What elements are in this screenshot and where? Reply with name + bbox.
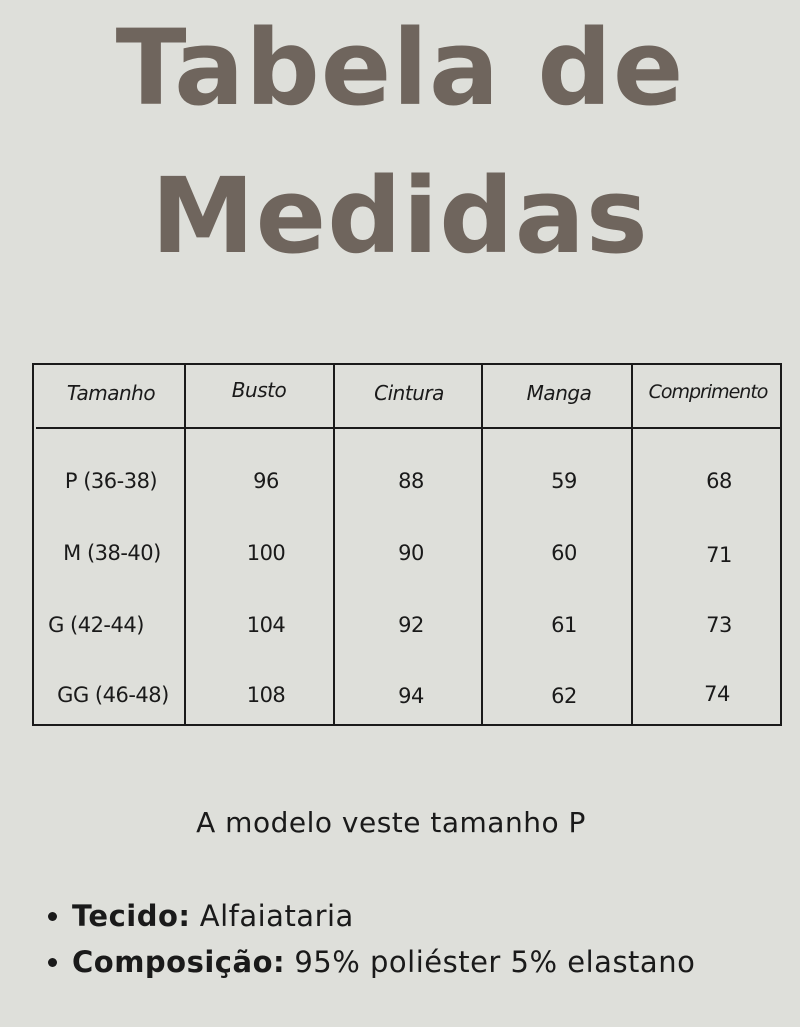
page-title-line-2: Medidas [151, 155, 649, 277]
table-cell: 62 [551, 684, 577, 708]
bullet-dot-icon [48, 958, 57, 967]
table-column-divider [333, 363, 335, 726]
table-cell: 90 [398, 541, 424, 565]
table-cell: 68 [706, 469, 732, 493]
product-specs-list [48, 893, 788, 985]
table-border-left [32, 363, 34, 726]
spec-label: Composição: [72, 945, 286, 979]
table-border-top [32, 363, 782, 365]
list-item [48, 893, 788, 939]
table-cell: 88 [398, 469, 424, 493]
page-title-line-1: Tabela de [115, 7, 685, 129]
table-cell: 92 [398, 613, 424, 637]
table-header-cell: Comprimento [648, 381, 768, 403]
table-cell: 61 [551, 613, 577, 637]
table-cell: 60 [551, 541, 577, 565]
model-size-note: A modelo veste tamanho P [196, 806, 586, 839]
table-cell: 94 [398, 684, 424, 708]
table-cell: 108 [246, 683, 286, 707]
table-cell: 73 [706, 613, 732, 637]
table-cell-size: G (42-44) [48, 613, 144, 637]
spec-value: Alfaiataria [199, 899, 354, 933]
table-cell-size: P (36-38) [64, 469, 158, 493]
spec-value: 95% poliéster 5% elastano [294, 945, 696, 979]
table-header-divider [36, 427, 782, 429]
table-column-divider [184, 363, 186, 726]
bullet-dot-icon [48, 912, 57, 921]
table-cell: 74 [704, 682, 730, 706]
table-cell: 100 [246, 541, 286, 565]
table-cell-size: M (38-40) [63, 541, 161, 565]
table-border-bottom [32, 724, 782, 726]
list-item [48, 939, 788, 985]
table-header-cell: Busto [231, 378, 287, 402]
table-border-right [780, 363, 782, 726]
table-column-divider [631, 363, 633, 726]
table-cell: 59 [551, 469, 577, 493]
size-table [32, 363, 782, 726]
table-cell-size: GG (46-48) [57, 683, 169, 707]
table-column-divider [481, 363, 483, 726]
table-header-cell: Manga [526, 381, 592, 405]
table-cell: 104 [246, 613, 286, 637]
table-header-cell: Tamanho [66, 381, 156, 405]
table-cell: 71 [706, 543, 732, 567]
spec-label: Tecido: [72, 899, 191, 933]
table-header-cell: Cintura [374, 381, 444, 405]
table-cell: 96 [253, 469, 279, 493]
